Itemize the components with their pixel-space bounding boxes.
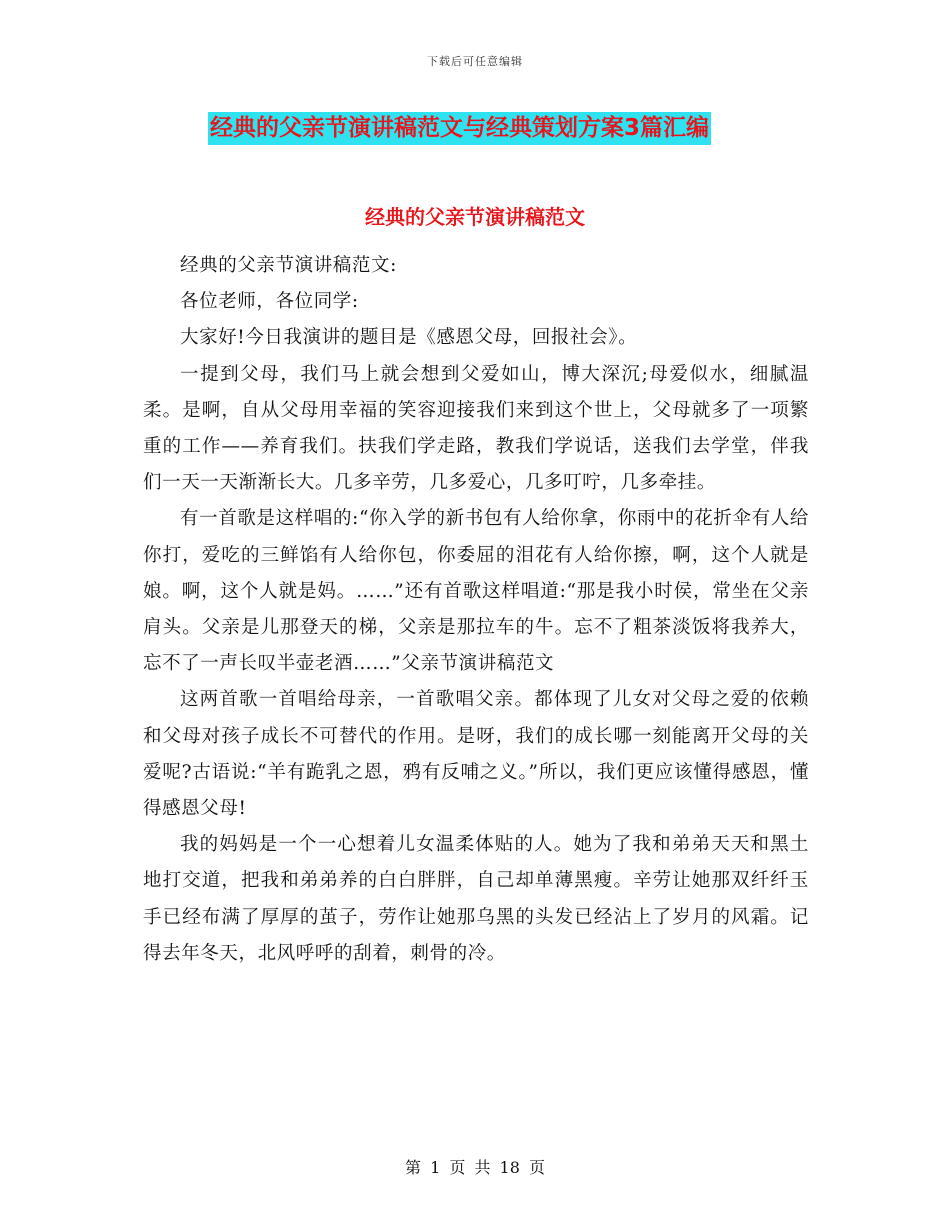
paragraph: 我的妈妈是一个一心想着儿女温柔体贴的人。她为了我和弟弟天天和黑土地打交道，把我和弟弟养的白白胖胖，自己却单薄黑瘦。辛劳让她那双纤纤玉手已经布满了厚厚的茧子，劳作让她那乌黑的头发已经沾上了岁月的风霜。记得去年冬天，北风呼呼的刮着，刺骨的冷。 bbox=[143, 834, 809, 964]
section-title: 经典的父亲节演讲稿范文 bbox=[365, 205, 585, 229]
paragraph: 这两首歌一首唱给母亲，一首歌唱父亲。都体现了儿女对父母之爱的依赖和父母对孩子成长不可替代的作用。是呀，我们的成长哪一刻能离开父母的关爱呢?古语说:“羊有跪乳之恩，鸦有反哺之义。”所以，我们更应该懂得感恩，懂得感恩父母! bbox=[143, 689, 809, 820]
page-footer: 第 1 页 共 18 页 bbox=[405, 1158, 545, 1177]
document-title: 经典的父亲节演讲稿范文与经典策划方案3篇汇编 bbox=[208, 112, 711, 145]
paragraph-greeting: 各位老师，各位同学: bbox=[180, 291, 359, 313]
header-note: 下载后可任意编辑 bbox=[427, 55, 523, 68]
paragraph: 有一首歌是这样唱的:“你入学的新书包有人给你拿，你雨中的花折伞有人给你打，爱吃的三鲜馅有人给你包，你委屈的泪花有人给你擦，啊，这个人就是娘。啊，这个人就是妈。……”还有首歌这样唱道:“那是我小时侯，常坐在父亲肩头。父亲是儿那登天的梯，父亲是那拉车的牛。忘不了粗茶淡饭将我养大，忘不了一声长叹半壶老酒……”父亲节演讲稿范文 bbox=[143, 508, 809, 675]
body-text bbox=[143, 248, 809, 972]
paragraph: 一提到父母，我们马上就会想到父爱如山，博大深沉;母爱似水，细腻温柔。是啊，自从父母用幸福的笑容迎接我们来到这个世上，父母就多了一项繁重的工作——养育我们。扶我们学走路，教我们学说话，送我们去学堂，伴我们一天一天渐渐长大。几多辛劳，几多爱心，几多叮咛，几多牵挂。 bbox=[143, 363, 809, 494]
paragraph-intro: 大家好!今日我演讲的题目是《感恩父母，回报社会》。 bbox=[180, 327, 638, 349]
paragraph-heading: 经典的父亲节演讲稿范文: bbox=[180, 255, 397, 276]
